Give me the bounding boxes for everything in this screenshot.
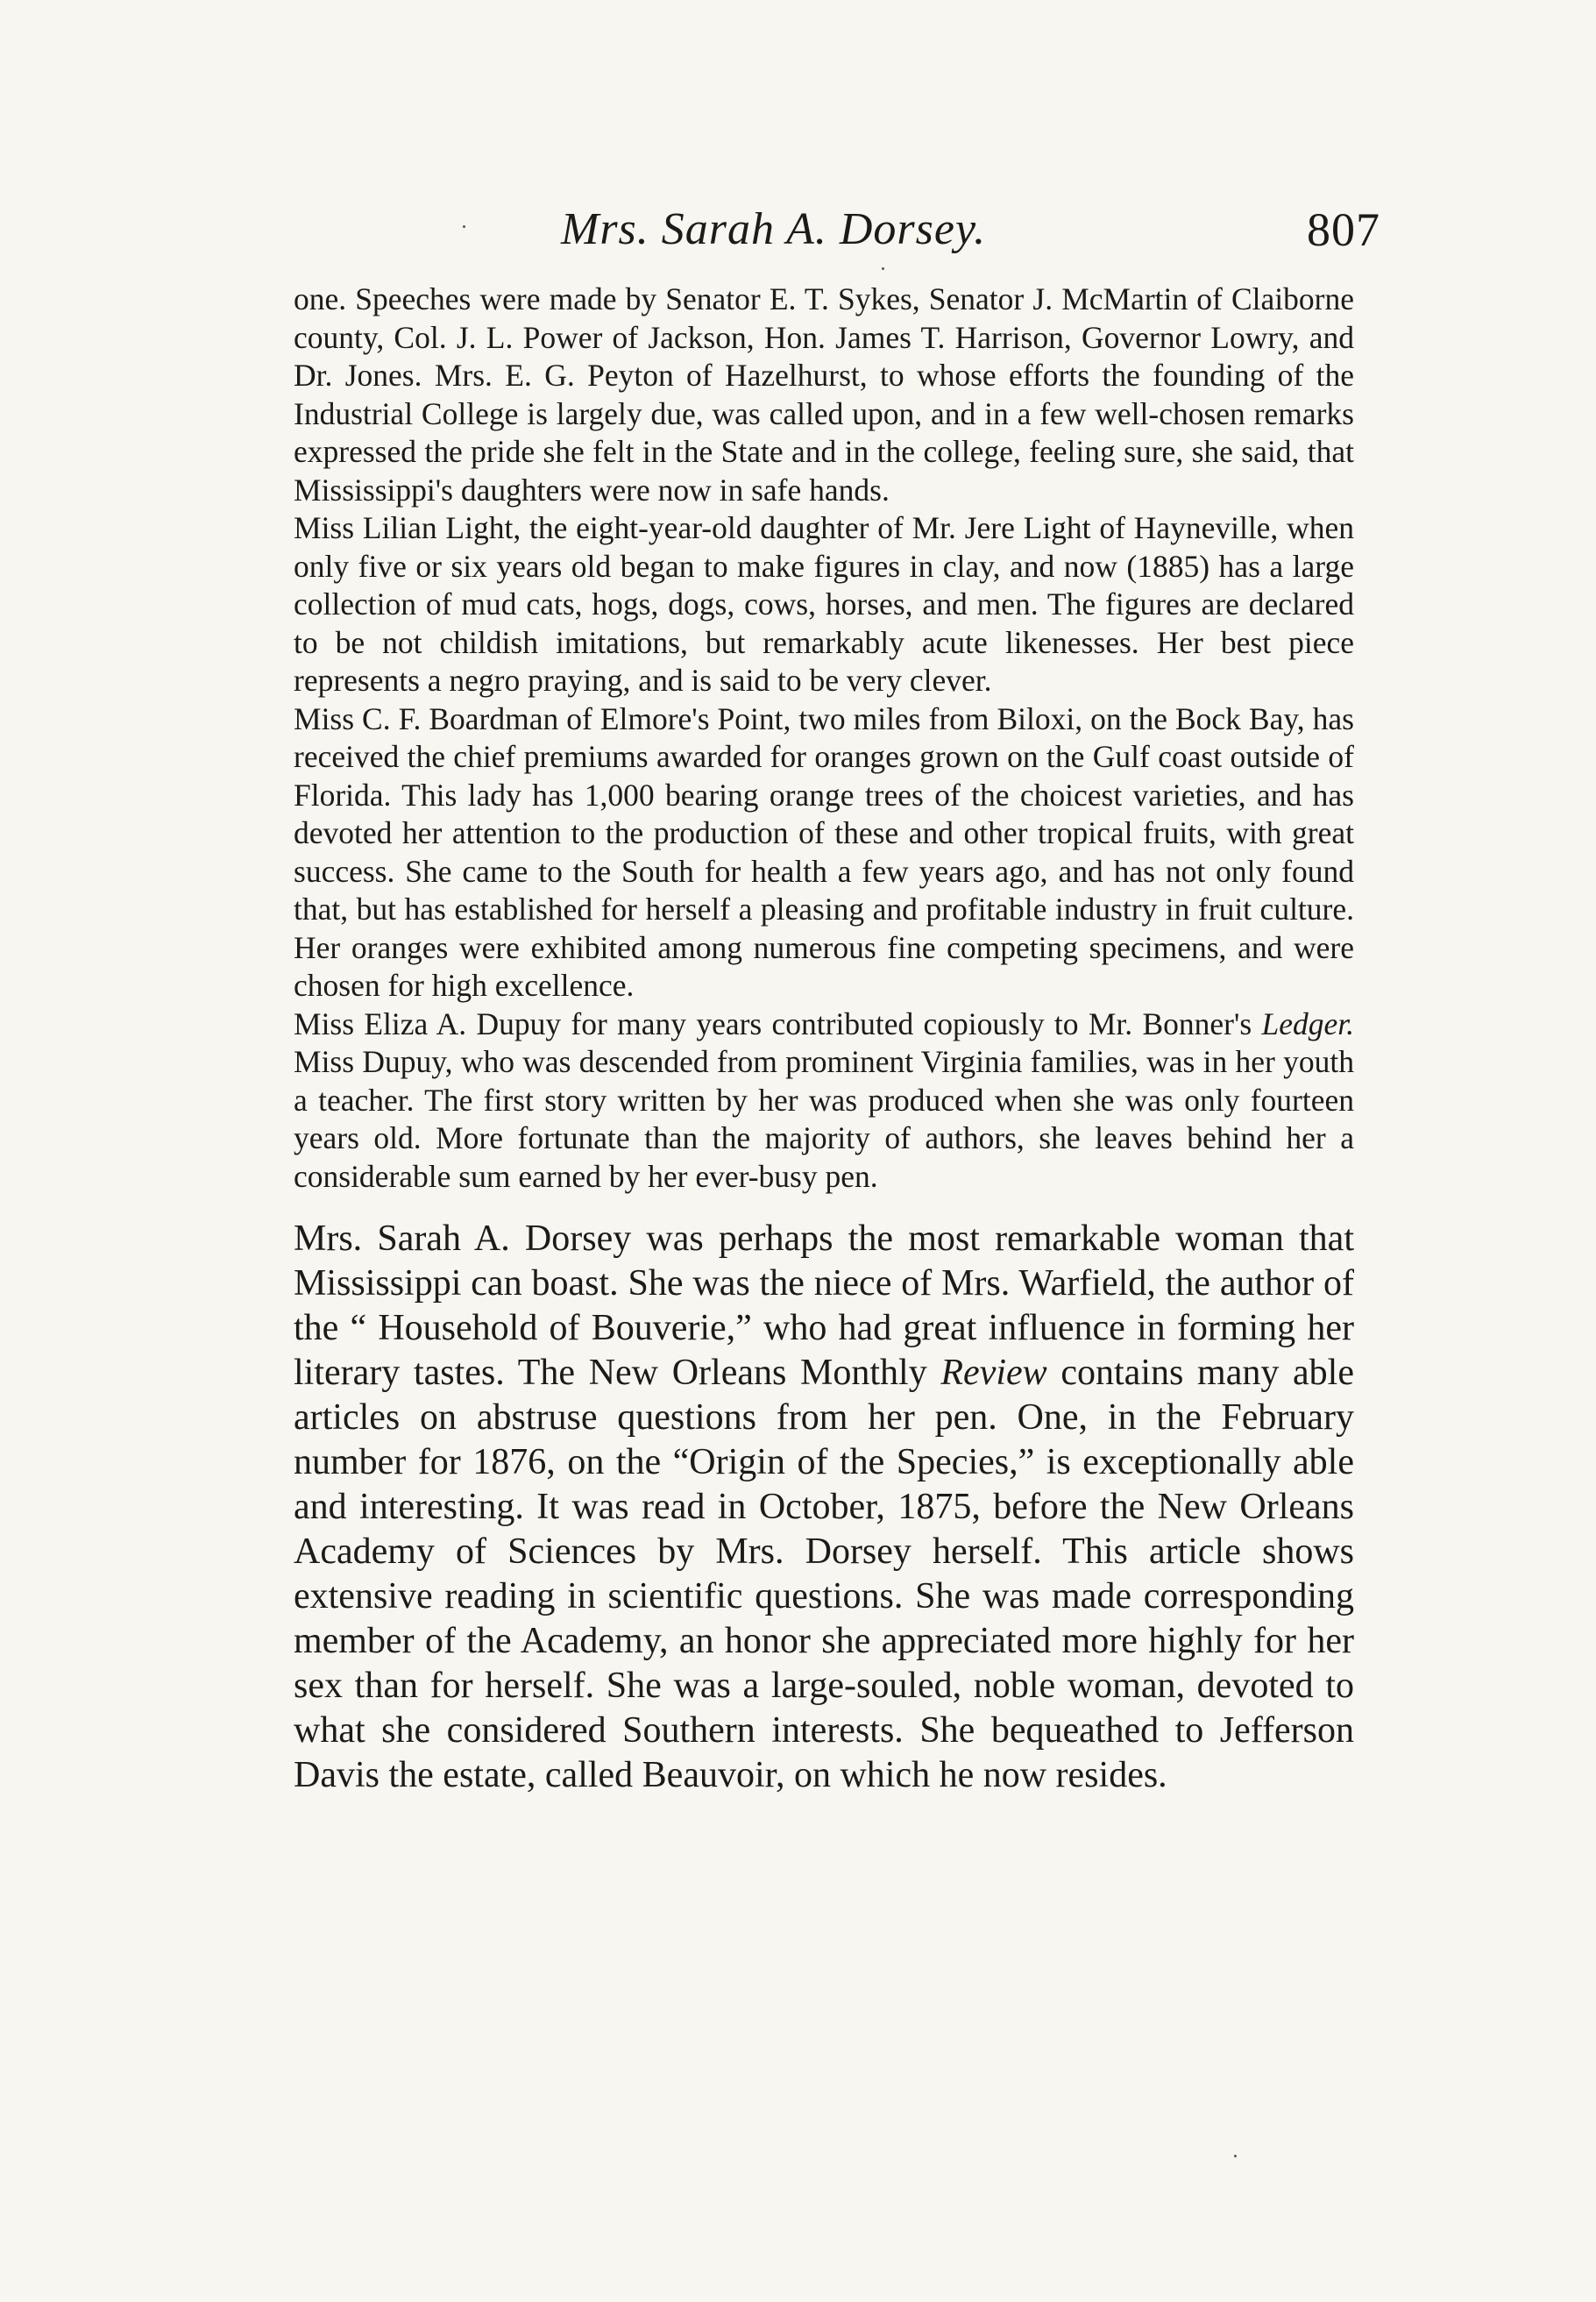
dorsey-text-2: contains many able articles on abstruse questions from her pen. One, in the February number for 1876, on the “Origin of the Species,” is exceptionally able and interesting. It was read in October, 1875, before the New Orleans Academy of Sciences by Mrs. Dorsey herself. This article shows extensive reading in scientific questions. She was made corresponding member of the Academy, an honor she appreciated more highly for her sex than for herself. She was a large-souled, noble woman, devoted to what she considered Southern interests. She bequeathed to Jefferson Davis the estate, called Beauvoir, on which he now resides. bbox=[294, 1353, 1354, 1795]
ink-speck bbox=[1234, 2155, 1237, 2157]
ink-speck bbox=[882, 267, 884, 270]
dupuy-text-1: Miss Eliza A. Dupuy for many years contributed copiously to Mr. Bonner's bbox=[294, 1005, 1262, 1041]
small-print-section bbox=[294, 281, 1354, 1196]
paragraph-lilian-light: Miss Lilian Light, the eight-year-old daughter of Mr. Jere Light of Hayneville, when only five or six years old began to make figures in clay, and now (1885) has a large collection of mud cats, hogs, dogs, cows, horses, and men. The figures are declared to be not childish imitations, but remarkably acute likenesses. Her best piece represents a negro praying, and is said to be very clever. bbox=[294, 510, 1354, 698]
paragraph-dupuy bbox=[294, 1005, 1354, 1197]
paragraph-dorsey bbox=[294, 1217, 1354, 1798]
page-number: 807 bbox=[1307, 203, 1380, 256]
paragraph-speeches: one. Speeches were made by Senator E. T. Sykes, Senator J. McMartin of Claiborne county, Col. J. L. Power of Jackson, Hon. James T. Harrison, Governor Lowry, and Dr. Jones. Mrs. E. G. Peyton of Hazelhurst, to whose efforts the founding of the Industrial College is largely due, was called upon, and in a few well-chosen remarks expressed the pride she felt in the State and in the college, feeling sure, she said, that Mississippi's daughters were now in safe hands. bbox=[294, 281, 1354, 508]
running-head bbox=[289, 195, 1380, 265]
running-title: Mrs. Sarah A. Dorsey. bbox=[561, 204, 987, 254]
dorsey-text-1: Mrs. Sarah A. Dorsey was perhaps the most remarkable woman that Mississippi can boast. She was the niece of Mrs. Warfield, the author of the “ Household of Bouverie,” who had great influence in forming her literary tastes. The New Orleans Monthly bbox=[294, 1218, 1354, 1393]
dupuy-text-2: Miss Dupuy, who was descended from prominent Virginia families, was in her youth a teacher. The first story written by her was produced when she was only fourteen years old. More fortunate than the majority of authors, she leaves behind her a considerable sum earned by her ever-busy pen. bbox=[294, 1044, 1354, 1194]
paragraph-boardman: Miss C. F. Boardman of Elmore's Point, two miles from Biloxi, on the Bock Bay, has received the chief premiums awarded for oranges grown on the Gulf coast outside of Florida. This lady has 1,000 bearing orange trees of the choicest varieties, and has devoted her attention to the production of these and other tropical fruits, with great success. She came to the South for health a few years ago, and has not only found that, but has established for herself a pleasing and profitable industry in fruit culture. Her oranges were exhibited among numerous fine competing specimens, and were chosen for high excellence. bbox=[294, 700, 1354, 1003]
ink-speck bbox=[463, 225, 465, 228]
review-title: Review bbox=[940, 1353, 1047, 1393]
ledger-title: Ledger. bbox=[1261, 1005, 1354, 1041]
body-text bbox=[294, 281, 1354, 1798]
main-text-section bbox=[294, 1217, 1354, 1798]
